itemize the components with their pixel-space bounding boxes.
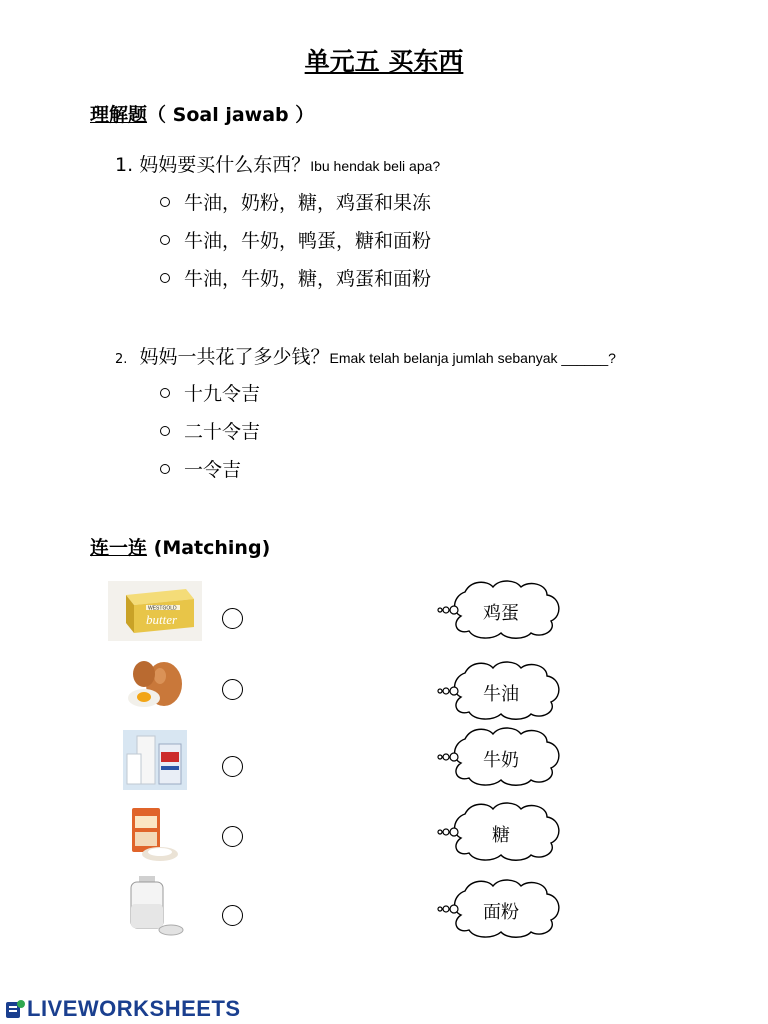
option-label: 一令吉 — [184, 459, 242, 481]
comprehension-heading-ms: （ Soal jawab ） — [147, 104, 315, 126]
option-label: 十九令吉 — [184, 383, 261, 405]
question-2-text-cn: 妈妈一共花了多少钱？ — [139, 346, 330, 368]
question-2-text-ms: Emak telah belanja jumlah sebanyak ______? — [329, 350, 616, 366]
word-cloud-5[interactable] — [437, 877, 565, 939]
word-cloud-4[interactable] — [437, 800, 565, 862]
question-2-number: 2. — [115, 352, 128, 367]
comprehension-heading — [90, 100, 314, 127]
question-2-option-1[interactable] — [160, 379, 260, 406]
radio-button[interactable] — [160, 388, 170, 398]
flour-picture — [124, 806, 180, 864]
cloud-word: 鸡蛋 — [483, 603, 519, 624]
option-label: 牛油，牛奶，糖，鸡蛋和面粉 — [184, 268, 432, 290]
worksheet-title: 单元五 买东西 — [304, 47, 464, 76]
question-1-text-cn: 妈妈要买什么东西？ — [139, 154, 311, 176]
radio-button[interactable] — [160, 464, 170, 474]
butter-word-text: butter — [146, 612, 178, 627]
match-circle-2[interactable] — [222, 679, 243, 700]
match-circle-5[interactable] — [222, 905, 243, 926]
question-1-text-ms: Ibu hendak beli apa? — [310, 158, 441, 174]
match-circle-1[interactable] — [222, 608, 243, 629]
match-circle-3[interactable] — [222, 756, 243, 777]
radio-button[interactable] — [160, 235, 170, 245]
comprehension-heading-cn: 理解题 — [90, 104, 148, 126]
cloud-word: 糖 — [492, 825, 510, 846]
radio-button[interactable] — [160, 197, 170, 207]
matching-heading-cn: 连一连 — [90, 537, 148, 559]
question-1-number: 1. — [115, 154, 134, 176]
question-1-option-2[interactable] — [160, 226, 431, 253]
match-circle-4[interactable] — [222, 826, 243, 847]
option-label: 二十令吉 — [184, 421, 261, 443]
radio-button[interactable] — [160, 273, 170, 283]
liveworksheets-logo[interactable] — [4, 996, 241, 1022]
word-cloud-1[interactable] — [437, 578, 565, 640]
sugar-picture — [123, 874, 185, 938]
cloud-word: 牛奶 — [483, 750, 519, 771]
word-cloud-2[interactable] — [437, 659, 565, 721]
butter-picture — [108, 581, 202, 641]
question-2-option-3[interactable] — [160, 455, 241, 482]
butter-brand-text: WESTGOLD — [148, 605, 177, 612]
cloud-word: 面粉 — [483, 902, 519, 923]
option-label: 牛油，奶粉，糖，鸡蛋和果冻 — [184, 192, 432, 214]
word-cloud-3[interactable] — [437, 725, 565, 787]
eggs-picture — [124, 656, 188, 712]
option-label: 牛油，牛奶，鸭蛋，糖和面粉 — [184, 230, 432, 252]
question-1-option-3[interactable] — [160, 264, 431, 291]
logo-icon — [4, 998, 26, 1020]
logo-text: LIVEWORKSHEETS — [27, 996, 241, 1021]
milk-picture — [123, 730, 187, 790]
cloud-word: 牛油 — [483, 684, 519, 705]
matching-heading — [90, 533, 270, 560]
question-1-option-1[interactable] — [160, 188, 431, 215]
question-2-option-2[interactable] — [160, 417, 260, 444]
radio-button[interactable] — [160, 426, 170, 436]
question-1 — [115, 150, 440, 177]
matching-heading-en: (Matching) — [153, 537, 271, 559]
question-2 — [115, 342, 616, 369]
